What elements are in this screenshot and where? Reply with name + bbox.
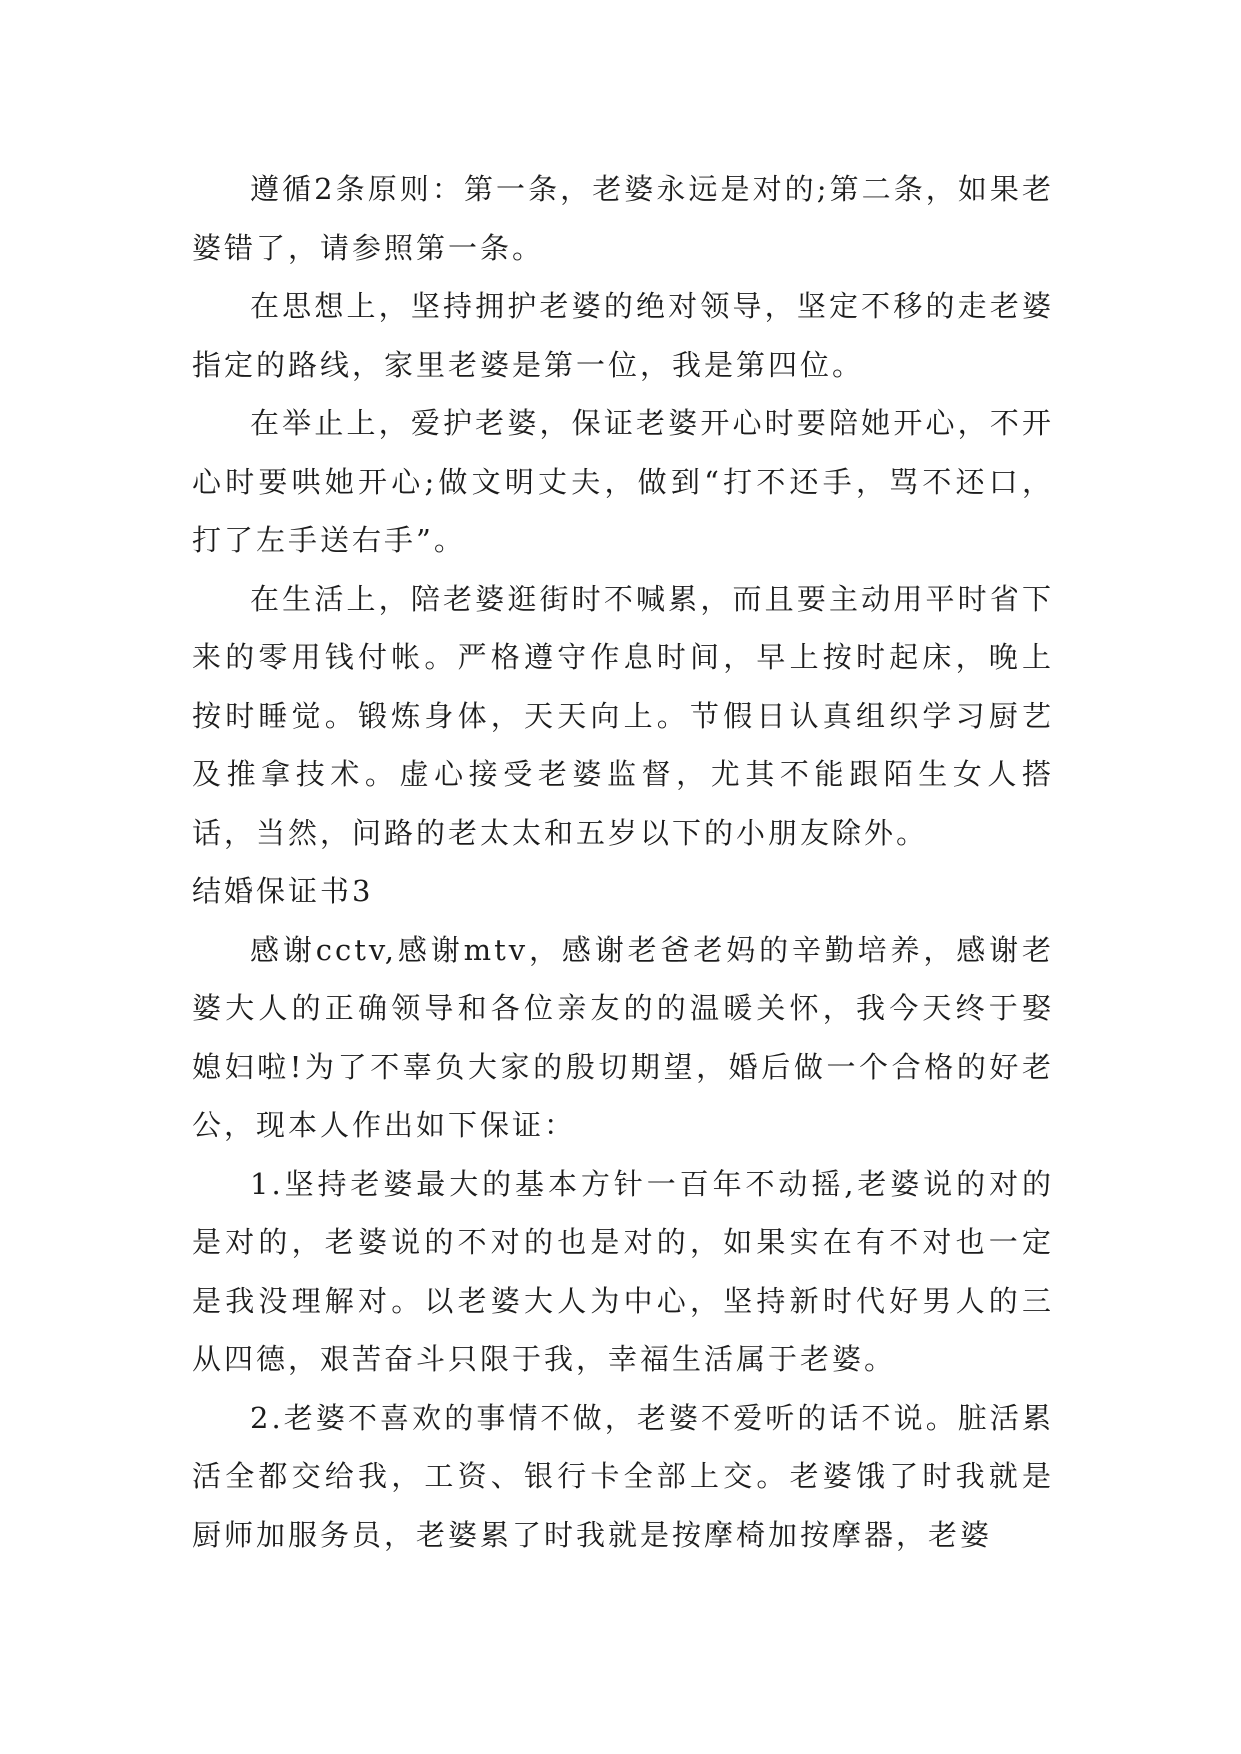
paragraph-behavior: 在举止上，爱护老婆，保证老婆开心时要陪她开心，不开心时要哄她开心;做文明丈夫，做到“打不还手，骂不还口，打了左手送右手”。 bbox=[192, 406, 1054, 557]
paragraph-thought: 在思想上，坚持拥护老婆的绝对领导，坚定不移的走老婆指定的路线，家里老婆是第一位，我是第四位。 bbox=[192, 289, 1054, 382]
paragraph-pledge-2: 2.老婆不喜欢的事情不做，老婆不爱听的话不说。脏活累活全都交给我，工资、银行卡全部上交。老婆饿了时我就是厨师加服务员，老婆累了时我就是按摩椅加按摩器，老婆 bbox=[192, 1400, 1054, 1552]
section-title: 结婚保证书3 bbox=[192, 874, 374, 908]
paragraph-thanks: 感谢cctv,感谢mtv，感谢老爸老妈的辛勤培养，感谢老婆大人的正确领导和各位亲友的的温暖关怀，我今天终于娶媳妇啦!为了不辜负大家的殷切期望，婚后做一个合格的好老公，现本人作出如下保证： bbox=[192, 932, 1054, 1142]
paragraph-principles: 遵循2条原则：第一条，老婆永远是对的;第二条，如果老婆错了，请参照第一条。 bbox=[192, 172, 1054, 265]
paragraph-pledge-1: 1.坚持老婆最大的基本方针一百年不动摇,老婆说的对的是对的，老婆说的不对的也是对的，如果实在有不对也一定是我没理解对。以老婆大人为中心，坚持新时代好男人的三从四德，艰苦奋斗只限于我，幸福生活属于老婆。 bbox=[192, 1166, 1054, 1376]
paragraph-life: 在生活上，陪老婆逛街时不喊累，而且要主动用平时省下来的零用钱付帐。严格遵守作息时间，早上按时起床，晚上按时睡觉。锻炼身体，天天向上。节假日认真组织学习厨艺及推拿技术。虚心接受老婆监督，尤其不能跟陌生女人搭话，当然，问路的老太太和五岁以下的小朋友除外。 bbox=[192, 581, 1054, 850]
document-body bbox=[192, 160, 1054, 1564]
